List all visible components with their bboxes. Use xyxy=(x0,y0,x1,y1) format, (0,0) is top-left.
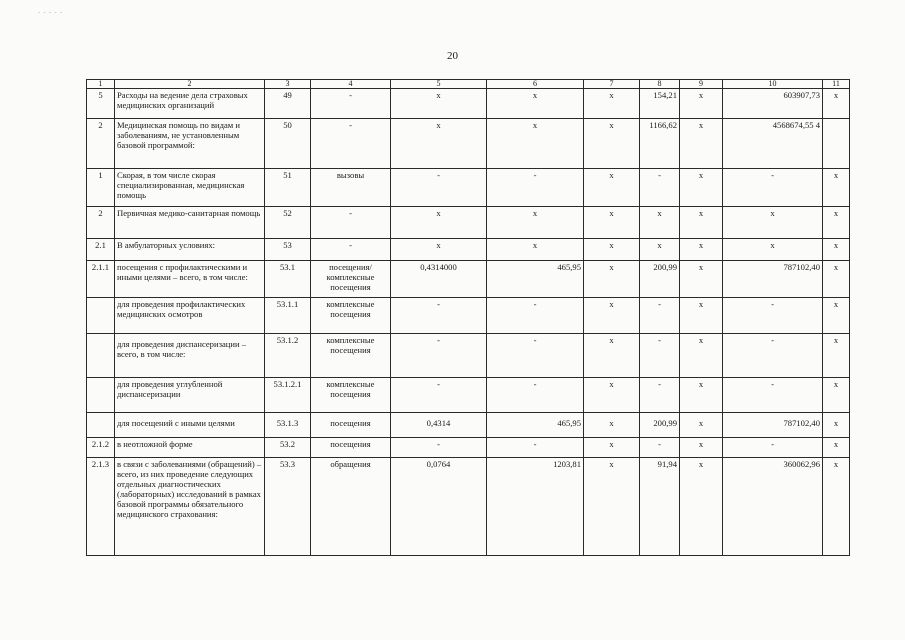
value-col5: x xyxy=(391,119,487,169)
row-name: посещения с профилактическими и иными целями – всего, в том числе: xyxy=(115,261,265,298)
row-number: 2.1 xyxy=(87,239,115,261)
value-col11: x xyxy=(823,89,850,119)
col-num: 4 xyxy=(311,80,391,89)
value-col10: - xyxy=(723,378,823,413)
value-col8: 200,99 xyxy=(640,261,680,298)
unit-of-measure: посещения xyxy=(311,413,391,438)
col-num: 5 xyxy=(391,80,487,89)
value-col5: x xyxy=(391,89,487,119)
unit-of-measure: обращения xyxy=(311,458,391,556)
value-col6: 465,95 xyxy=(487,413,584,438)
row-code: 53.3 xyxy=(265,458,311,556)
unit-of-measure: комплексные посещения xyxy=(311,298,391,334)
row-code: 53.1.3 xyxy=(265,413,311,438)
scan-corner-mark: - - - - - xyxy=(38,10,63,16)
unit-of-measure: комплексные посещения xyxy=(311,334,391,378)
value-col9: x xyxy=(680,207,723,239)
column-numbers-row xyxy=(87,80,850,89)
unit-of-measure: - xyxy=(311,207,391,239)
table-row xyxy=(87,298,850,334)
value-col8: 154,21 xyxy=(640,89,680,119)
value-col9: x xyxy=(680,334,723,378)
row-code: 53.1.1 xyxy=(265,298,311,334)
value-col6: x xyxy=(487,239,584,261)
table-row xyxy=(87,119,850,169)
value-col8: - xyxy=(640,378,680,413)
row-number: 1 xyxy=(87,169,115,207)
unit-of-measure: посещения xyxy=(311,438,391,458)
col-num: 6 xyxy=(487,80,584,89)
row-code: 53.2 xyxy=(265,438,311,458)
row-number xyxy=(87,378,115,413)
value-col9: x xyxy=(680,239,723,261)
value-col10: - xyxy=(723,169,823,207)
value-col9: x xyxy=(680,438,723,458)
col-num: 9 xyxy=(680,80,723,89)
value-col8: - xyxy=(640,334,680,378)
table-row xyxy=(87,458,850,556)
value-col11: x xyxy=(823,458,850,556)
row-code: 53.1.2.1 xyxy=(265,378,311,413)
value-col5: 0,0764 xyxy=(391,458,487,556)
value-col5: x xyxy=(391,239,487,261)
value-col10: x xyxy=(723,239,823,261)
row-name: для проведения углубленной диспансеризации xyxy=(115,378,265,413)
value-col7: x xyxy=(584,413,640,438)
row-number: 2.1.1 xyxy=(87,261,115,298)
unit-of-measure: - xyxy=(311,239,391,261)
value-col11 xyxy=(823,119,850,169)
value-col10: 4568674,55 4 xyxy=(723,119,823,169)
value-col5: x xyxy=(391,207,487,239)
row-name: для посещений с иными целями xyxy=(115,413,265,438)
value-col8: 1166,62 xyxy=(640,119,680,169)
value-col9: x xyxy=(680,378,723,413)
row-code: 49 xyxy=(265,89,311,119)
value-col10: - xyxy=(723,334,823,378)
row-name: В амбулаторных условиях: xyxy=(115,239,265,261)
value-col9: x xyxy=(680,119,723,169)
value-col8: 200,99 xyxy=(640,413,680,438)
value-col7: x xyxy=(584,261,640,298)
value-col6: x xyxy=(487,89,584,119)
unit-of-measure: посещения/ комплексные посещения xyxy=(311,261,391,298)
row-number: 2.1.3 xyxy=(87,458,115,556)
value-col5: 0,4314 xyxy=(391,413,487,438)
table-row xyxy=(87,334,850,378)
col-num: 3 xyxy=(265,80,311,89)
value-col9: x xyxy=(680,458,723,556)
row-name: Медицинская помощь по видам и заболеваниям, не установленным базовой программой: xyxy=(115,119,265,169)
value-col5: - xyxy=(391,169,487,207)
medical-expenses-table xyxy=(86,79,850,556)
table-row xyxy=(87,239,850,261)
value-col6: x xyxy=(487,119,584,169)
col-num: 1 xyxy=(87,80,115,89)
value-col10: 603907,73 xyxy=(723,89,823,119)
value-col11: x xyxy=(823,207,850,239)
value-col7: x xyxy=(584,378,640,413)
value-col8: x xyxy=(640,239,680,261)
row-number xyxy=(87,334,115,378)
value-col8: - xyxy=(640,438,680,458)
value-col7: x xyxy=(584,207,640,239)
value-col7: x xyxy=(584,119,640,169)
value-col8: 91,94 xyxy=(640,458,680,556)
value-col8: - xyxy=(640,169,680,207)
col-num: 2 xyxy=(115,80,265,89)
value-col11: x xyxy=(823,378,850,413)
value-col9: x xyxy=(680,89,723,119)
value-col5: 0,4314000 xyxy=(391,261,487,298)
value-col5: - xyxy=(391,298,487,334)
row-code: 50 xyxy=(265,119,311,169)
value-col7: x xyxy=(584,458,640,556)
row-code: 51 xyxy=(265,169,311,207)
row-number: 5 xyxy=(87,89,115,119)
value-col6: 465,95 xyxy=(487,261,584,298)
value-col11: x xyxy=(823,261,850,298)
row-name: для проведения диспансеризации – всего, в том числе: xyxy=(115,334,265,378)
row-name: Расходы на ведение дела страховых медицинских организаций xyxy=(115,89,265,119)
value-col11: x xyxy=(823,169,850,207)
value-col10: 787102,40 xyxy=(723,261,823,298)
page-number: 20 xyxy=(447,50,458,62)
value-col10: x xyxy=(723,207,823,239)
value-col7: x xyxy=(584,239,640,261)
row-name: в неотложной форме xyxy=(115,438,265,458)
table-row xyxy=(87,89,850,119)
value-col6: - xyxy=(487,378,584,413)
row-name: в связи с заболеваниями (обращений) – всего, из них проведение следующих отдельных диагностических (лабораторных) исследований в рамках базовой программы обязательного медицинского страхования: xyxy=(115,458,265,556)
row-number xyxy=(87,413,115,438)
value-col6: - xyxy=(487,334,584,378)
value-col7: x xyxy=(584,169,640,207)
value-col5: - xyxy=(391,438,487,458)
value-col9: x xyxy=(680,169,723,207)
value-col7: x xyxy=(584,438,640,458)
value-col6: - xyxy=(487,298,584,334)
value-col5: - xyxy=(391,334,487,378)
row-code: 53 xyxy=(265,239,311,261)
unit-of-measure: - xyxy=(311,119,391,169)
row-code: 52 xyxy=(265,207,311,239)
table-row xyxy=(87,261,850,298)
col-num: 11 xyxy=(823,80,850,89)
value-col11: x xyxy=(823,334,850,378)
value-col11: x xyxy=(823,298,850,334)
table-row xyxy=(87,169,850,207)
value-col7: x xyxy=(584,334,640,378)
value-col11: x xyxy=(823,413,850,438)
col-num: 10 xyxy=(723,80,823,89)
value-col6: x xyxy=(487,207,584,239)
value-col10: 360062,96 xyxy=(723,458,823,556)
table-row xyxy=(87,378,850,413)
row-number: 2 xyxy=(87,119,115,169)
row-code: 53.1 xyxy=(265,261,311,298)
row-code: 53.1.2 xyxy=(265,334,311,378)
table-row xyxy=(87,438,850,458)
row-name: Первичная медико-санитарная помощь xyxy=(115,207,265,239)
value-col9: x xyxy=(680,261,723,298)
table-row xyxy=(87,413,850,438)
value-col10: - xyxy=(723,298,823,334)
value-col11: x xyxy=(823,438,850,458)
unit-of-measure: комплексные посещения xyxy=(311,378,391,413)
value-col11: x xyxy=(823,239,850,261)
value-col8: - xyxy=(640,298,680,334)
value-col6: - xyxy=(487,169,584,207)
row-name: для проведения профилактических медицинских осмотров xyxy=(115,298,265,334)
value-col7: x xyxy=(584,89,640,119)
value-col5: - xyxy=(391,378,487,413)
value-col8: x xyxy=(640,207,680,239)
value-col10: - xyxy=(723,438,823,458)
unit-of-measure: - xyxy=(311,89,391,119)
row-number: 2 xyxy=(87,207,115,239)
table-row xyxy=(87,207,850,239)
row-number: 2.1.2 xyxy=(87,438,115,458)
value-col7: x xyxy=(584,298,640,334)
value-col9: x xyxy=(680,413,723,438)
row-name: Скорая, в том числе скорая специализированная, медицинская помощь xyxy=(115,169,265,207)
value-col9: x xyxy=(680,298,723,334)
value-col10: 787102,40 xyxy=(723,413,823,438)
col-num: 7 xyxy=(584,80,640,89)
value-col6: 1203,81 xyxy=(487,458,584,556)
unit-of-measure: вызовы xyxy=(311,169,391,207)
col-num: 8 xyxy=(640,80,680,89)
value-col6: - xyxy=(487,438,584,458)
row-number xyxy=(87,298,115,334)
